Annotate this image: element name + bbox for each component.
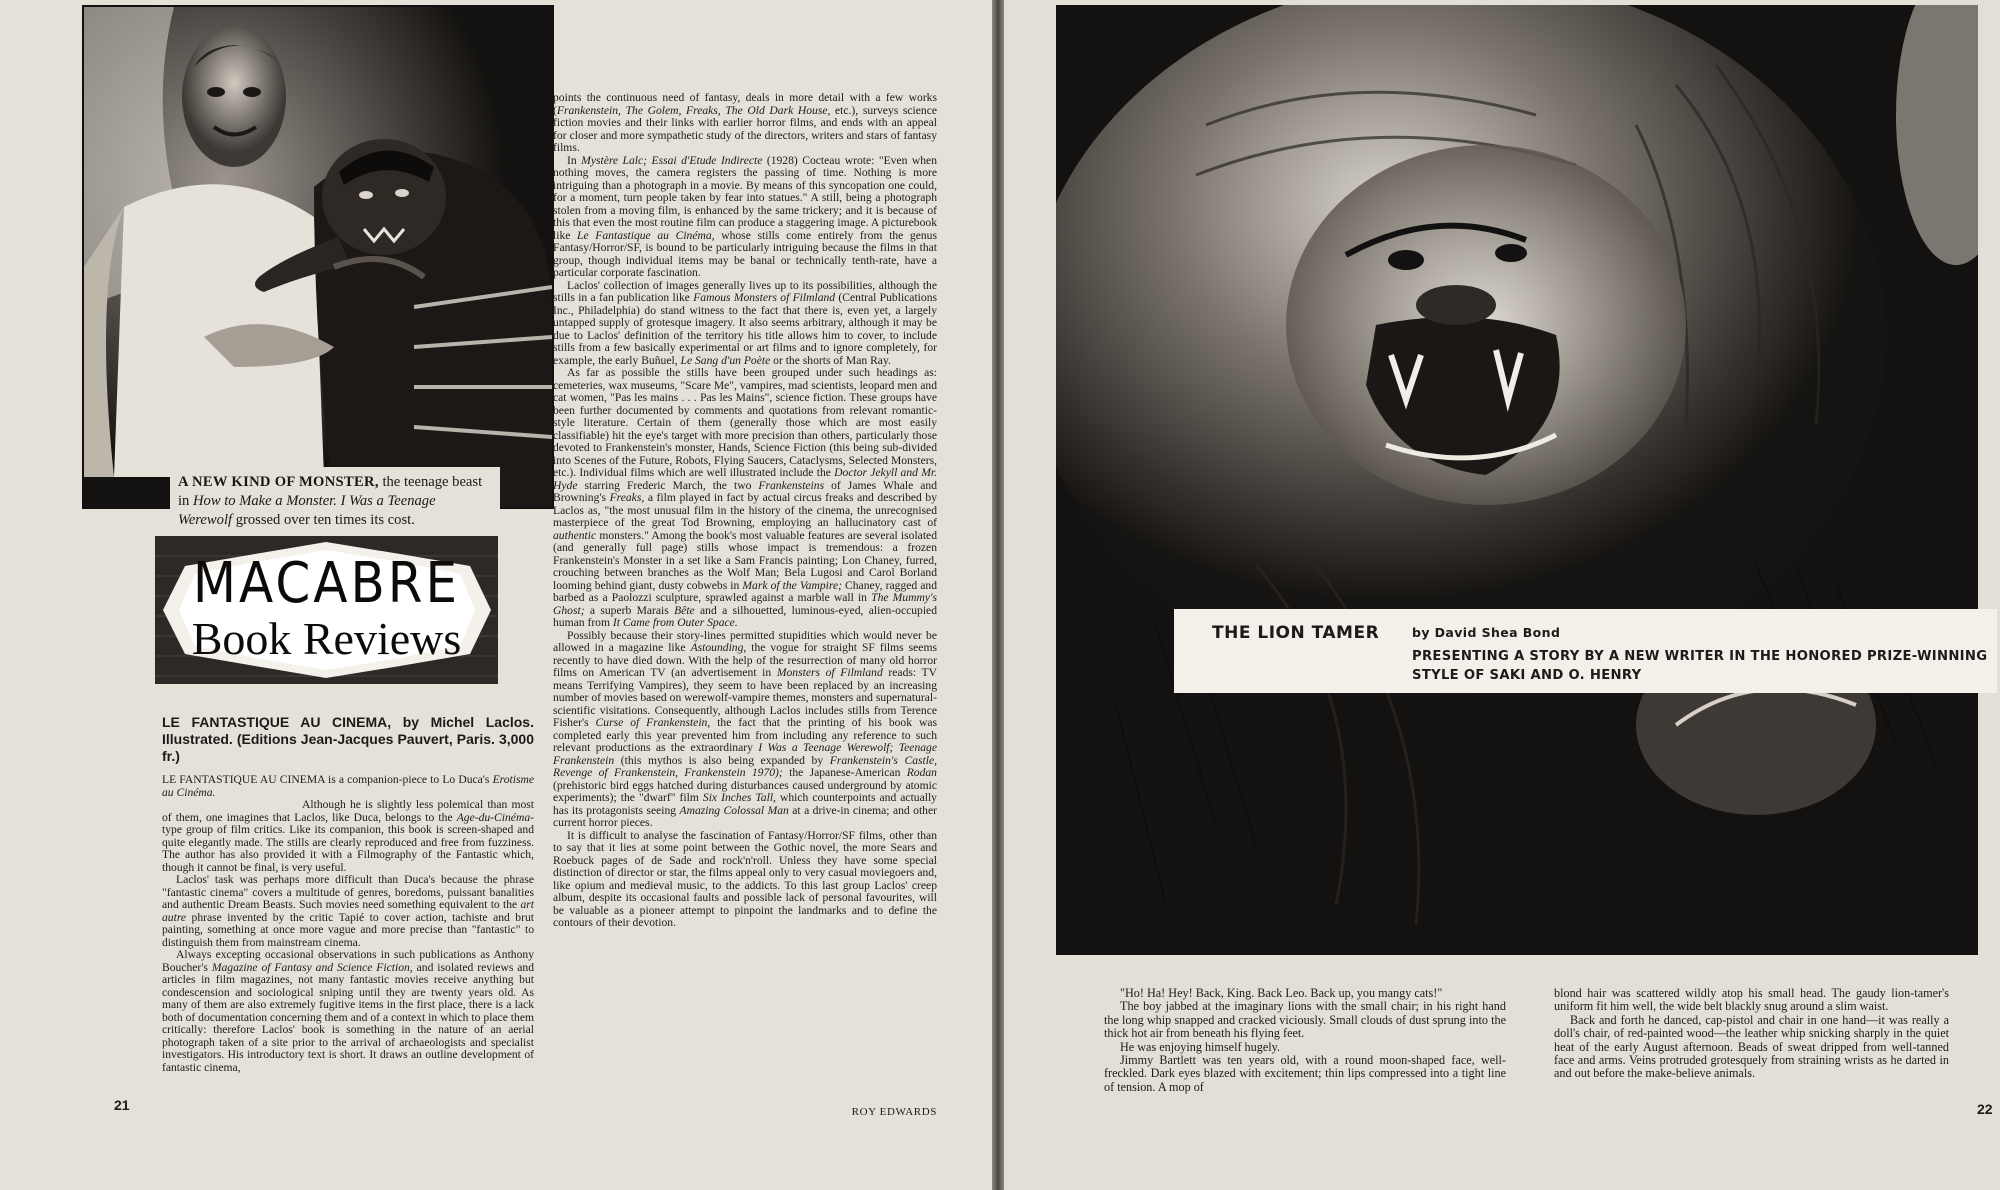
review-text: points the continuous need of fantasy, deals in more detail with a few works (	[553, 91, 937, 117]
story-column-1	[1104, 987, 1506, 1094]
review-text: In	[567, 153, 582, 167]
review-text: (Central Publications Inc., Philadelphia) do stand witness to the fact that there is, even yet, a largely untapped supply of grotesque imagery. It also seems arbitrary, although it may be due to Laclos' definition of the territory his title allows him to cover, to include stills from a few basically experimental or art films and to ignore completely, for example, the early Buñuel,	[553, 291, 938, 367]
review-text: starring Frederic March, the two	[577, 478, 759, 492]
review-text-italic: Bête	[674, 603, 695, 617]
review-text: monsters." Among the book's most valuable features are several isolated (and generally full page) stills whose impact is tremendous: a frozen Frankenstein's Monster in a set like a Sam Francis painting; Lon Chaney, furred, crouching between branches as the Wolf Man; Bela Lugosi and Carol Borland looming behind giant, dusty cobwebs in	[553, 528, 937, 592]
review-text-italic: Frankenstein, The Golem, Freaks, The Old Dark House,	[556, 103, 831, 117]
story-blurb: PRESENTING A STORY BY A NEW WRITER IN THE HONORED PRIZE-WINNING STYLE OF SAKI AND O. HENRY	[1412, 649, 1988, 683]
review-text-italic: Amazing Colossal Man	[679, 803, 789, 817]
review-text-italic: Freaks,	[609, 491, 645, 504]
review-text-italic: Age-du-Cinéma	[456, 810, 531, 824]
monster-photo-illustration	[84, 7, 552, 507]
review-text: (prehistoric bird eggs hatched during disturbances caused underground by atomic experiments); the "dwarf" film	[553, 778, 937, 804]
review-text-italic: art autre	[162, 898, 534, 924]
review-paragraph	[553, 830, 937, 930]
story-paragraph: "Ho! Ha! Hey! Back, King. Back Leo. Back up, you mangy cats!"	[1120, 986, 1443, 1000]
review-text-italic: Curse of Frankenstein,	[595, 716, 711, 729]
story-paragraph: Jimmy Bartlett was ten years old, with a round moon-shaped face, well-freckled. Dark eyes blazed with excitement; thin lips compressed into a tight line of tension. A mop of	[1104, 1053, 1506, 1094]
lion-drawing	[1056, 5, 1978, 955]
review-signature: ROY EDWARDS	[851, 1106, 937, 1118]
review-paragraph	[553, 367, 937, 630]
review-paragraph	[553, 92, 937, 155]
review-text: or the shorts of Man Ray.	[770, 353, 891, 367]
story-title: THE LION TAMER	[1212, 623, 1380, 643]
review-paragraph	[162, 774, 534, 799]
review-text: Possibly because their story-lines permitted stupidities which would never be allowed in a magazine like	[553, 628, 937, 654]
review-text-italic: Mystère Lalc; Essai d'Etude Indirecte	[581, 153, 763, 167]
review-text-italic: Six Inches Tall,	[702, 791, 776, 804]
review-text-italic: Erotisme au Cinéma.	[162, 773, 534, 799]
left-page	[0, 0, 992, 1190]
review-paragraph	[162, 799, 534, 874]
review-text-italic: Famous Monsters of Filmland	[693, 291, 836, 304]
review-paragraph	[553, 155, 937, 280]
review-text: etc.), surveys science fiction movies and their links with earlier horror films, and ends with an appeal for closer and more sympathetic study of the directors, writers and stars of fantasy films.	[553, 103, 937, 154]
review-paragraph	[162, 949, 534, 1074]
review-text: Chaney, ragged and barbed as a Paolozzi sculpture, sprawled against a marble wall in	[553, 578, 937, 604]
page-number: 22	[1977, 1101, 1993, 1117]
review-text: phrase invented by the critic Tapié to cover action, tachiste and brut painting, something at once more vague and more precise than "fantastic" to distinguish them from mainstream cinema.	[162, 910, 534, 949]
review-text: Laclos' collection of images generally lives up to its possibilities, although the stills in a fan publication like	[553, 278, 937, 304]
review-text: reads: TV means Terrifying Vampires), they seem to have been replaced by an increasing number of movies based on werewolf-vampire themes, monsters and supernatural-scientific visitations. Consequently, although Laclos includes stills from Terence Fisher's	[553, 666, 937, 729]
review-text: the vogue for straight SF films seems recently to have died down. With the help of the resurrection of many old horror films on American TV (an advertisement in	[553, 641, 937, 679]
review-text: It is difficult to analyse the fascination of Fantasy/Horror/SF films, other than to say that it lies at some point between the Gothic novel, the more Sears and Roebuck pages of de Sade and rock'n'roll. Unless they have some special distinction of director or star, the films appeal only to very casual moviegoers and, like opium and medieval music, to the addicts. To this last group Laclos' creep album, despite its occasional faults and possible lack of personal favourites, will be valuable as a pioneer attempt to pinpoint the landmarks and to define the contours of their devotion.	[553, 828, 937, 929]
story-title-band	[1174, 609, 1997, 693]
review-text: whose stills come entirely from the genus Fantasy/Horror/SF, is bound to be particularly intriguing because the films in that group, though individual items may be banal or technically tenth-rate, have a particular corporate fascination.	[553, 228, 937, 279]
review-text: (1928) Cocteau wrote: "Even when nothing moves, the camera registers the passing of time. Nothing is more intriguing than a photograph in a movie. By means of this syncopation one could, for a moment, turn people taken by fear into statues." A still, being a photograph stolen from a moving film, is enhanced by the same trickery; and it is because of this that even the most routine film can produce a staggering image. A picturebook like	[553, 153, 937, 242]
review-paragraph	[162, 874, 534, 949]
banner-title: MACABRE	[192, 550, 461, 616]
review-text: Although he is slightly less polemical than most of them, one imagines that Laclos, like Duca, belongs to the	[162, 798, 534, 824]
review-heading: LE FANTASTIQUE AU CINEMA, by Michel Laclos. Illustrated. (Editions Jean-Jacques Pauvert, Paris. 3,000 fr.)	[162, 714, 534, 764]
review-text-italic: Magazine of Fantasy and Science Fiction,	[211, 960, 413, 974]
review-text: of James Whale and Browning's	[553, 478, 937, 504]
review-text: (this mythos is also being expanded by	[614, 753, 830, 767]
review-text-italic: I Was a Teenage Werewolf; Teenage Frankenstein	[553, 741, 937, 767]
story-paragraph: blond hair was scattered wildly atop his small head. The gaudy lion-tamer's uniform fit him well, the wide belt blackly snug around a slim waist.	[1554, 986, 1949, 1014]
caption-film-title: I Was a Teenage Werewolf	[178, 493, 436, 528]
review-text-italic: It Came from Outer Space.	[612, 616, 738, 629]
macabre-banner	[155, 536, 498, 684]
review-column-2	[553, 92, 937, 930]
story-paragraph: He was enjoying himself hugely.	[1120, 1039, 1280, 1054]
lion-illustration	[1056, 5, 1978, 955]
review-text: and isolated reviews and articles in film magazines, not many fantastic movies receive anything but condescension and sociological sniping until they are twenty years old. As many of them are also extremely fugitive items in the first place, there is a lack both of documentation concerning them and of a context in which to place them critically: therefore Laclos' book is something in the nature of an aerial photograph taken of a site prior to the arrival of archaeologists and specialist investigators. His introductory text is short. It draws an outline development of fantastic cinema,	[162, 960, 534, 1074]
review-text-italic: Mark of the Vampire;	[742, 578, 842, 592]
review-paragraph	[553, 630, 937, 830]
caption-text: grossed over ten times its cost.	[232, 512, 415, 528]
review-paragraph	[553, 280, 937, 368]
review-text-italic: Le Sang d'un Poète	[680, 353, 771, 367]
review-text-italic: Le Fantastique au Cinéma,	[577, 228, 715, 242]
review-text-italic: Monsters of Filmland	[776, 666, 883, 679]
caption-film-title: How to Make a Monster.	[193, 493, 337, 509]
banner-subtitle: Book Reviews	[191, 613, 462, 664]
review-text: and a silhouetted, luminous-eyed, alien-occupied human from	[553, 603, 937, 629]
review-text: Laclos' task was perhaps more difficult than Duca's because the phrase "fantastic cinema" covers a multitude of genres, boredoms, puissant banalities and authentic Dream Beasts. Such movies need something equivalent to the	[162, 873, 534, 911]
story-column-2	[1554, 987, 1949, 1081]
review-text-italic: Frankenstein's Castle, Revenge of Frankenstein, Frankenstein 1970);	[553, 753, 938, 779]
story-paragraph: The boy jabbed at the imaginary lions with the small chair; in his right hand the long whip snapped and cracked viciously. Small clouds of dust sprung into the thick hot air from beneath his flying feet.	[1104, 999, 1506, 1041]
review-text: -type group of film critics. Like its companion, this book is screen-shaped and quite elegantly made. The stills are clearly reproduced and free from fuzziness. The author has also provided it with a Filmography of the Fantastic which, though it cannot be final, is very useful.	[162, 810, 534, 874]
review-text-italic: Astounding,	[690, 641, 747, 654]
book-gutter	[992, 0, 1004, 1190]
caption-heading: A NEW KIND OF MONSTER,	[178, 474, 379, 490]
story-paragraph: Back and forth he danced, cap-pistol and chair in one hand—it was really a doll's chair, of red-painted wood—the leather whip snicking sharply in the quiet heat of the early August afternoon. Beads of sweat dripped from well-tanned face and arms. Veins protruded grotesquely from straining wrists as he darted in and out before the make-believe animals.	[1554, 1012, 1949, 1081]
review-text: LE FANTASTIQUE AU CINEMA is a companion-piece to Lo Duca's	[162, 773, 493, 786]
review-text-italic: authentic	[553, 528, 597, 542]
review-column-1	[162, 774, 534, 1074]
review-text: which counterpoints and actually has its protagonists seeing	[553, 791, 937, 817]
review-text-italic: Rodan	[906, 766, 937, 779]
page-number: 21	[114, 1097, 130, 1113]
review-text: a superb Marais	[584, 603, 675, 617]
review-text-italic: The Mummy's Ghost;	[553, 591, 937, 617]
review-text-italic: Doctor Jekyll and Mr. Hyde	[553, 466, 937, 492]
caption-text: the teenage beast in	[178, 474, 483, 509]
review-text: As far as possible the stills have been grouped under such headings as: cemeteries, wax museums, "Scare Me", vampires, mad scientists, leopard men and cat women, "Pas les mains . . . Pas les Mains", science fiction. These groups have been further documented by comments and quotations from relevant romantic-style literature. Certain of them (generally those which are most easily classifiable) hit the eye's target with more precision than others, particularly those devoted to Frankenstein's monster, Hands, Science Fiction (this being sub-divided into Scenes of the Future, Robots, Flying Saucers, Cataclysms, Selected Monsters, etc.). Individual films which are well illustrated include the	[553, 366, 937, 479]
review-text: a film played in fact by actual circus freaks and described by Laclos as, "the most unusual film in the history of the cinema, the unrecognised masterpiece of the great Tod Browning, employing an hallucinatory cast of	[553, 491, 938, 529]
monster-photo	[82, 5, 554, 509]
review-text: the fact that the printing of his book was completed early this year prevented him from including any reference to such relevant productions as the extraordinary	[553, 716, 938, 754]
right-page	[1004, 0, 2000, 1190]
story-author: by David Shea Bond	[1412, 625, 1561, 640]
review-text: the Japanese-American	[782, 766, 907, 779]
review-text-italic: Frankensteins	[758, 478, 825, 492]
photo-caption	[170, 467, 500, 527]
review-text: at a drive-in cinema; and other current horror pieces.	[553, 803, 937, 829]
review-text: Always excepting occasional observations in such publications as Anthony Boucher's	[162, 948, 534, 974]
